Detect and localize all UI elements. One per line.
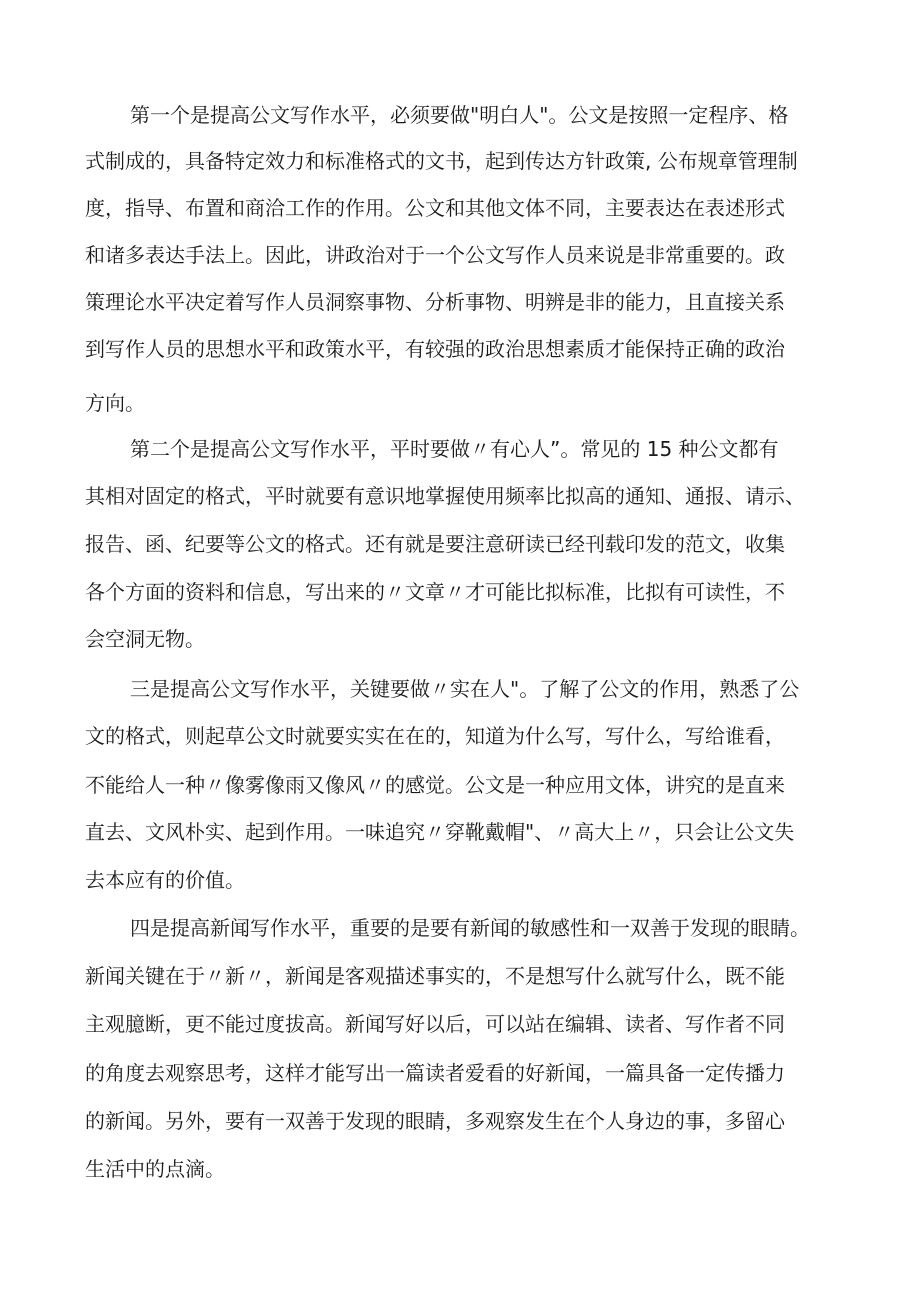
paragraph-line: 各个方面的资料和信息，写出来的〃文章〃才可能比拟标准，比拟有可读性，不 <box>85 580 785 604</box>
paragraph-line: 新闻关键在于〃新〃，新闻是客观描述事实的，不是想写什么就写什么，既不能 <box>85 964 785 988</box>
paragraph-line: 报告、函、纪要等公文的格式。还有就是要注意研读已经刊载印发的范文，收集 <box>85 532 785 556</box>
paragraph-line: 四是提高新闻写作水平，重要的是要有新闻的敏感性和一双善于发现的眼睛。 <box>130 916 810 940</box>
paragraph-line: 直去、文风朴实、起到作用。一味追究〃穿靴戴帽"、〃高大上〃，只会让公文失 <box>85 820 795 844</box>
paragraph-line: 文的格式，则起草公文时就要实实在在的，知道为什么写，写什么，写给谁看， <box>85 724 785 748</box>
paragraph-line: 生活中的点滴。 <box>85 1157 225 1181</box>
paragraph-line: 去本应有的价值。 <box>85 868 245 892</box>
paragraph-line: 三是提高公文写作水平，关键要做〃实在人"。了解了公文的作用，熟悉了公 <box>130 677 800 701</box>
paragraph-line: 第二个是提高公文写作水平，平时要做〃有心人”。常见的 15 种公文都有 <box>130 437 779 461</box>
paragraph-line: 第一个是提高公文写作水平，必须要做"明白人"。公文是按照一定程序、格 <box>130 103 789 127</box>
paragraph-line: 度，指导、布置和商洽工作的作用。公文和其他文体不同，主要表达在表述形式 <box>85 196 785 220</box>
paragraph-line: 会空洞无物。 <box>85 627 205 651</box>
paragraph-line: 主观臆断，更不能过度拔高。新闻写好以后，可以站在编辑、读者、写作者不同 <box>85 1012 785 1036</box>
paragraph-line: 不能给人一种〃像雾像雨又像风〃的感觉。公文是一种应用文体，讲究的是直来 <box>85 773 785 797</box>
paragraph-line: 到写作人员的思想水平和政策水平，有较强的政治思想素质才能保持正确的政治 <box>85 337 785 361</box>
paragraph-line: 的角度去观察思考，这样才能写出一篇读者爱看的好新闻，一篇具备一定传播力 <box>85 1061 785 1085</box>
paragraph-line: 策理论水平决定着写作人员洞察事物、分析事物、明辨是非的能力，且直接关系 <box>85 290 785 314</box>
paragraph-line: 其相对固定的格式，平时就要有意识地掌握使用频率比拟高的通知、通报、请示、 <box>85 484 805 508</box>
paragraph-line: 式制成的，具备特定效力和标准格式的文书，起到传达方针政策, 公布规章管理制 <box>85 149 798 173</box>
paragraph-line: 的新闻。另外，要有一双善于发现的眼睛，多观察发生在个人身边的事，多留心 <box>85 1109 785 1133</box>
paragraph-line: 和诸多表达手法上。因此，讲政治对于一个公文写作人员来说是非常重要的。政 <box>85 243 785 267</box>
paragraph-line: 方向。 <box>85 391 145 415</box>
